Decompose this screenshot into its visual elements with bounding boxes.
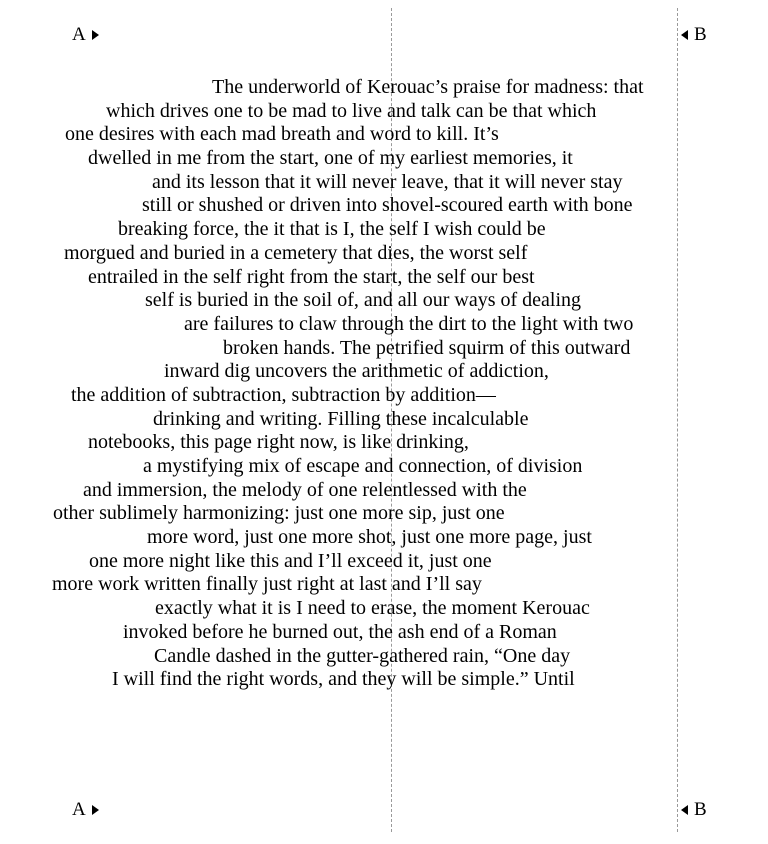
poem-line: a mystifying mix of escape and connection, of division <box>143 455 583 477</box>
poem-line: are failures to claw through the dirt to the light with two <box>184 312 634 335</box>
triangle-left-icon <box>681 30 688 40</box>
poem-line: entrailed in the self right from the start, the self our best <box>88 265 535 288</box>
marker-b-top <box>681 24 707 46</box>
poem-line: The underworld of Kerouac’s praise for madness: that <box>212 76 644 98</box>
poem-line: the addition of subtraction, subtraction by addition— <box>71 383 496 406</box>
marker-b-bottom-label: B <box>694 799 707 820</box>
poem-line: one desires with each mad breath and word to kill. It’s <box>65 123 499 146</box>
poem-line: exactly what it is I need to erase, the moment Kerouac <box>155 597 590 620</box>
triangle-right-icon <box>92 805 99 815</box>
poem-line: broken hands. The petrified squirm of this outward <box>223 336 631 359</box>
poem-line: Candle dashed in the gutter-gathered rain, “One day <box>154 644 571 667</box>
poem-text <box>0 76 768 692</box>
poem-line: and its lesson that it will never leave, that it will never stay <box>152 170 623 193</box>
poem-line: more work written finally just right at last and I’ll say <box>52 573 482 596</box>
poem-line: morgued and buried in a cemetery that dies, the worst self <box>64 241 528 264</box>
marker-a-top <box>72 24 99 46</box>
poem-line: still or shushed or driven into shovel-scoured earth with bone <box>142 194 633 217</box>
poem-line: inward dig uncovers the arithmetic of addiction, <box>164 360 549 383</box>
poem-line: invoked before he burned out, the ash end of a Roman <box>123 620 557 643</box>
triangle-left-icon <box>681 805 688 815</box>
poem-line: I will find the right words, and they will be simple.” Until <box>112 668 575 691</box>
marker-b-bottom <box>681 799 707 821</box>
marker-a-top-label: A <box>72 24 86 45</box>
poem-line: drinking and writing. Filling these incalculable <box>153 407 529 430</box>
poem-line: notebooks, this page right now, is like drinking, <box>88 431 469 454</box>
poem-line: dwelled in me from the start, one of my earliest memories, it <box>88 147 573 170</box>
poem-line: other sublimely harmonizing: just one more sip, just one <box>53 502 505 525</box>
poem-line: one more night like this and I’ll exceed it, just one <box>89 549 492 572</box>
marker-a-bottom <box>72 799 99 821</box>
poem-line: more word, just one more shot, just one more page, just <box>147 526 592 549</box>
triangle-right-icon <box>92 30 99 40</box>
poem-line: self is buried in the soil of, and all our ways of dealing <box>145 289 582 312</box>
marker-a-bottom-label: A <box>72 799 86 820</box>
poem-line: and immersion, the melody of one relentlessed with the <box>83 478 527 501</box>
poem-line: which drives one to be mad to live and talk can be that which <box>106 99 597 122</box>
poem-line: breaking force, the it that is I, the self I wish could be <box>118 218 546 241</box>
marker-b-top-label: B <box>694 24 707 45</box>
